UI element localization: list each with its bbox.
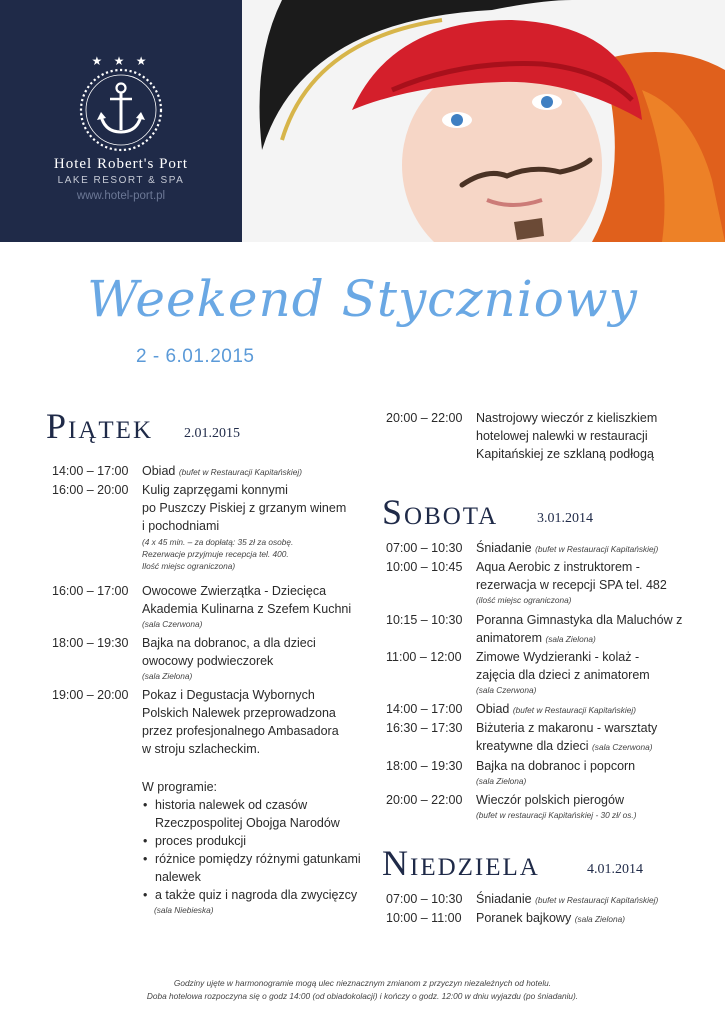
entry-note: (sala Zielona) (476, 776, 527, 786)
saturday-heading: Sobota (382, 492, 499, 532)
entry-location-note: (sala Czerwona) (592, 742, 653, 752)
sunday-date: 4.01.2014 (587, 862, 643, 877)
entry-note: Ilość miejsc ograniczona) (142, 561, 236, 571)
entry-time: 20:00 – 22:00 (386, 411, 463, 425)
entry-time: 20:00 – 22:00 (386, 793, 463, 807)
entry-time: 10:15 – 10:30 (386, 613, 463, 627)
entry-location-note: (sala Zielona) (545, 634, 596, 644)
entry-line: i pochodniami (142, 519, 220, 533)
entry-note: (sala Czerwona) (142, 619, 203, 629)
event-title: Weekend Styczniowy (87, 270, 638, 328)
bullet-line: Rzeczpospolitej Obojga Narodów (155, 816, 340, 830)
entry-location-note: (sala Zielona) (574, 914, 625, 924)
entry-line: po Puszczy Piskiej z grzanym winem (142, 501, 347, 515)
entry-line: Wieczór polskich pierogów (476, 793, 624, 807)
entry-note: (bufet w restauracji Kapitańskiej - 30 zł/ os.) (476, 810, 637, 820)
anchor-icon (77, 66, 165, 154)
saturday-date: 3.01.2014 (537, 511, 593, 526)
entry-line: hotelowej nalewki w restauracji (476, 429, 648, 443)
entry-line: animatorem (476, 631, 542, 645)
entry-line: przez profesjonalnego Ambasadora (142, 724, 339, 738)
entry-time: 07:00 – 10:30 (386, 892, 463, 906)
entry-line: Bajka na dobranoc i popcorn (476, 759, 636, 773)
bullet-line: nalewek (155, 870, 201, 884)
entry-location-note: (bufet w Restauracji Kapitańskiej) (535, 544, 659, 554)
entry-line: Kapitańskiej ze szklaną podłogą (476, 447, 654, 461)
entry-line: Polskich Nalewek przeprowadzona (142, 706, 336, 720)
entry-line: w stroju szlacheckim. (142, 742, 261, 756)
entry-line: kreatywne dla dzieci (476, 739, 589, 753)
hotel-name: Hotel Robert's Port (53, 156, 189, 172)
hotel-url: www.hotel-port.pl (76, 190, 166, 202)
bullet-line: • różnice pomiędzy różnymi gatunkami (155, 852, 361, 866)
entry-line: Poranna Gimnastyka dla Maluchów z (476, 613, 683, 627)
entry-location-note: (bufet w Restauracji Kapitańskiej) (512, 705, 636, 715)
entry-time: 16:30 – 17:30 (386, 721, 463, 735)
entry-line: Owocowe Zwierzątka - Dziecięca (142, 584, 327, 598)
entry-line: owocowy podwieczorek (142, 654, 274, 668)
sunday-heading: Niedziela (382, 843, 540, 883)
entry-time: 16:00 – 20:00 (52, 483, 129, 497)
entry-line: Biżuteria z makaronu - warsztaty (476, 721, 658, 735)
entry-note: (ilość miejsc ograniczona) (476, 595, 572, 605)
entry-time: 14:00 – 17:00 (52, 464, 129, 478)
entry-time: 10:00 – 11:00 (386, 911, 462, 925)
entry-line: Zimowe Wydzieranki - kolaż - (476, 650, 640, 664)
entry-time: 10:00 – 10:45 (386, 560, 463, 574)
footer-note: Doba hotelowa rozpoczyna się o godz 14:00 (od obiadokolacji) i kończy o godz. 12:00 w dniu wyjazdu (po śniadaniu). (146, 991, 579, 1001)
footer-note: Godziny ujęte w harmonogramie mogą ulec nieznacznym zmianom z przyczyn niezależnych od hotelu. (173, 978, 552, 988)
entry-time: 11:00 – 12:00 (386, 650, 462, 664)
entry-note: (sala Niebieska) (154, 905, 214, 915)
entry-line: Nastrojowy wieczór z kieliszkiem (476, 411, 658, 425)
event-date-range: 2 - 6.01.2015 (136, 346, 255, 367)
entry-line: Akademia Kulinarna z Szefem Kuchni (142, 602, 352, 616)
hotel-subtitle: LAKE RESORT & SPA (57, 175, 185, 186)
bullet-line: • a także quiz i nagroda dla zwycięzcy (155, 888, 358, 902)
entry-note: (sala Czerwona) (476, 685, 537, 695)
entry-line: Kulig zaprzęgami konnymi (142, 483, 288, 497)
entry-location-note: (bufet w Restauracji Kapitańskiej) (535, 895, 659, 905)
bullet-line: • historia nalewek od czasów (155, 798, 308, 812)
entry-line: Bajka na dobranoc, a dla dzieci (142, 636, 316, 650)
entry-time: 16:00 – 17:00 (52, 584, 129, 598)
entry-line: Pokaz i Degustacja Wybornych (142, 688, 315, 702)
pirate-child-photo (242, 0, 725, 242)
program-bullet (142, 796, 382, 832)
program-bullet (142, 850, 382, 886)
entry-title: Obiad (142, 464, 176, 478)
entry-note: Rezerwacje przyjmuje recepcja tel. 400. (142, 549, 289, 559)
entry-title: Obiad (476, 702, 510, 716)
entry-time: 14:00 – 17:00 (386, 702, 463, 716)
entry-location-note: (bufet w Restauracji Kapitańskiej) (178, 467, 302, 477)
program-bullet (142, 886, 382, 904)
entry-note: (4 x 45 min. – za dopłatą: 35 zł za osobę. (142, 537, 294, 547)
entry-title: Śniadanie (476, 892, 532, 906)
friday-heading: Piątek (46, 406, 153, 446)
entry-time: 07:00 – 10:30 (386, 541, 463, 555)
entry-note: (sala Zielona) (142, 671, 193, 681)
entry-line: rezerwacja w recepcji SPA tel. 482 (476, 578, 667, 592)
entry-time: 18:00 – 19:30 (386, 759, 463, 773)
entry-time: 19:00 – 20:00 (52, 688, 129, 702)
friday-date: 2.01.2015 (184, 426, 240, 441)
entry-line: zajęcia dla dzieci z animatorem (476, 668, 650, 682)
entry-line: Aqua Aerobic z instruktorem - (476, 560, 640, 574)
program-label: W programie: (142, 780, 218, 794)
program-bullet (142, 832, 382, 850)
entry-time: 18:00 – 19:30 (52, 636, 129, 650)
entry-title: Śniadanie (476, 541, 532, 555)
entry-title: Poranek bajkowy (476, 911, 572, 925)
hotel-logo-panel (0, 0, 242, 242)
bullet-line: • proces produkcji (155, 834, 247, 848)
stars-icon: ★ ★ ★ (91, 54, 151, 68)
